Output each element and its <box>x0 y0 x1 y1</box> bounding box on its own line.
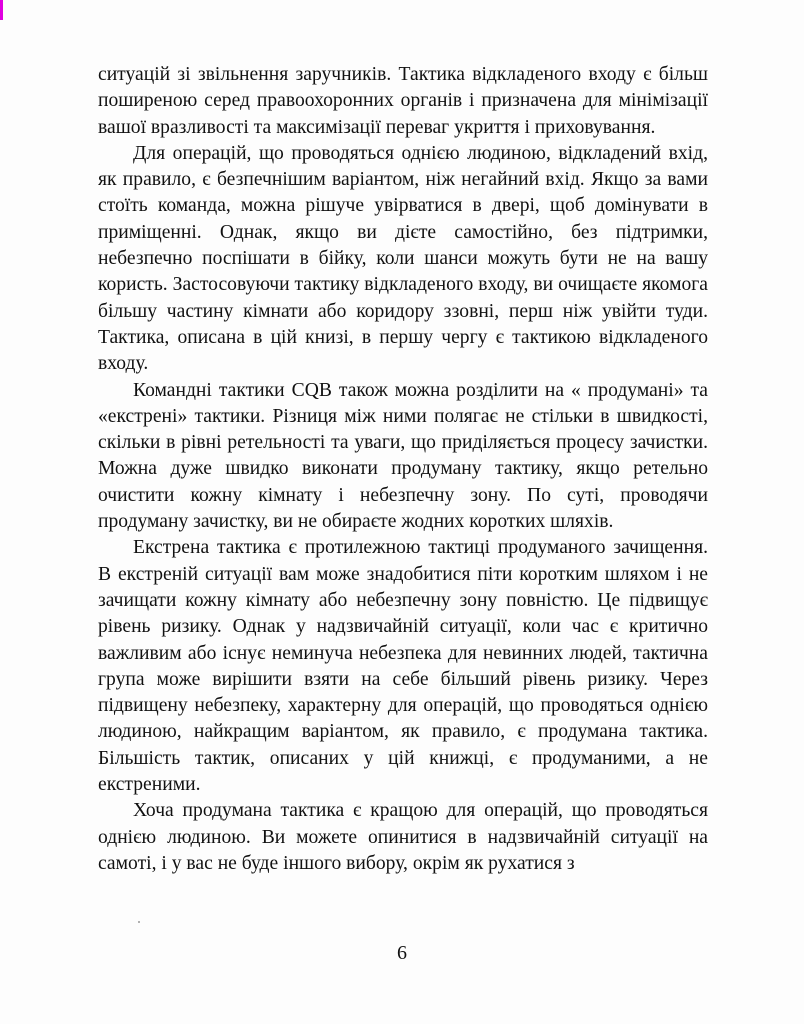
page-number: 6 <box>397 942 407 964</box>
paragraph-continuation: ситуацій зі звільнення заручників. Тактика відкладеного входу є більш поширеною серед правоохоронних органів і призначена для мінімізації вашої вразливості та максимізації переваг укриття і приховування. <box>98 64 708 138</box>
paragraph: Для операцій, що проводяться однією людиною, відкладений вхід, як правило, є безпечнішим варіантом, ніж негайний вхід. Якщо за вами стоїть команда, можна рішуче увірватися в двері, щоб домінувати в приміщенні. Однак, якщо ви дієте самостійно, без підтримки, небезпечно поспішати в бійку, коли шанси можуть бути не на вашу користь. Застосовуючи тактику відкладеного входу, ви очищаєте якомога більшу частину кімнати або коридору ззовні, перш ніж увійти туди. Тактика, описана в цій книзі, в першу чергу є тактикою відкладеного входу. <box>98 142 708 375</box>
paragraph: Екстрена тактика є протилежною тактиці продуманого зачищення. В екстреній ситуації вам може знадобитися піти коротким шляхом і не зачищати кожну кімнату або небезпечну зону повністю. Це підвищує рівень ризику. Однак у надзвичайній ситуації, коли час є критично важливим або існує неминуча небезпека для невинних людей, тактична група може вирішити взяти на себе більший рівень ризику. Через підвищену небезпеку, характерну для операцій, що проводяться однією людиною, найкращим варіантом, як правило, є продумана тактика. Більшість тактик, описаних у цій книжці, є продуманими, а не екстреними. <box>98 537 708 796</box>
paragraph: Хоча продумана тактика є кращою для операцій, що проводяться однією людиною. Ви можете опинитися в надзвичайній ситуації на самоті, і у вас не буде іншого вибору, окрім як рухатися з <box>98 800 708 874</box>
paragraph: Командні тактики CQB також можна розділити на « продумані» та «екстрені» тактики. Різниця між ними полягає не стільки в швидкості, скільки в рівні ретельності та уваги, що приділяється процесу зачистки. Можна дуже швидко виконати продуману тактику, якщо ретельно очистити кожну кімнату і небезпечну зону. По суті, проводячи продуману зачистку, ви не обираєте жодних коротких шляхів. <box>98 379 708 533</box>
scan-edge-mark <box>0 0 3 20</box>
scan-speck <box>138 921 140 923</box>
body-text <box>98 62 708 877</box>
